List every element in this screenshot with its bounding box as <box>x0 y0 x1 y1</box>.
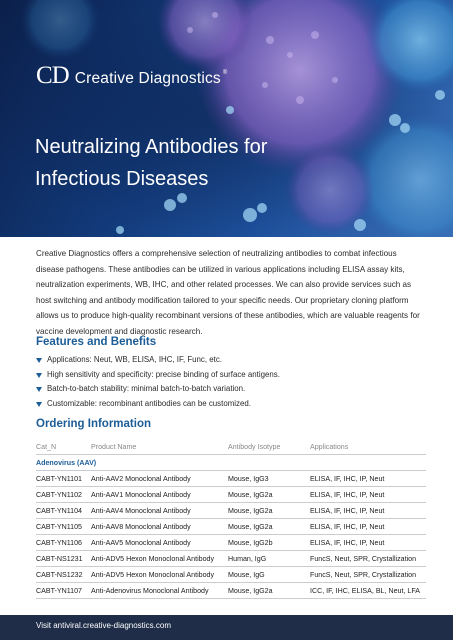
column-header-isotype: Antibody Isotype <box>228 443 281 451</box>
table-group-row <box>36 455 426 471</box>
footer-bar <box>0 615 453 640</box>
feature-item <box>36 382 280 397</box>
feature-item <box>36 397 280 412</box>
cat-number: CABT-YN1105 <box>36 523 82 531</box>
table-row <box>36 471 426 487</box>
product-name: Anti-AAV5 Monoclonal Antibody <box>91 539 191 547</box>
ordering-table <box>36 440 426 599</box>
isotype: Mouse, IgG2a <box>228 507 273 515</box>
product-name: Anti-AAV2 Monoclonal Antibody <box>91 475 191 483</box>
brand-logo <box>36 62 227 90</box>
features-heading: Features and Benefits <box>36 336 157 348</box>
isotype: Human, IgG <box>228 555 267 563</box>
product-name: Anti-AAV4 Monoclonal Antibody <box>91 507 191 515</box>
cat-number: CABT-YN1104 <box>36 507 82 515</box>
table-row <box>36 519 426 535</box>
footer-link[interactable]: Visit antiviral.creative-diagnostics.com <box>36 621 172 630</box>
applications: ICC, IF, IHC, ELISA, BL, Neut, LFA <box>310 587 420 595</box>
title-line-1: Neutralizing Antibodies for <box>35 136 268 158</box>
ordering-heading: Ordering Information <box>36 418 151 430</box>
applications: ELISA, IF, IHC, IP, Neut <box>310 507 385 515</box>
features-list <box>36 353 280 411</box>
feature-text: Customizable: recombinant antibodies can be customized. <box>47 398 251 408</box>
isotype: Mouse, IgG2a <box>228 523 273 531</box>
table-row <box>36 567 426 583</box>
cat-number: CABT-YN1102 <box>36 491 82 499</box>
feature-item <box>36 368 280 383</box>
triangle-bullet-icon <box>36 387 42 392</box>
registered-mark: ® <box>222 70 228 76</box>
feature-text: Batch-to-batch stability: minimal batch-to-batch variation. <box>47 384 246 394</box>
triangle-bullet-icon <box>36 358 42 363</box>
product-name: Anti-AAV1 Monoclonal Antibody <box>91 491 191 499</box>
product-name: Anti-Adenovirus Monoclonal Antibody <box>91 587 209 595</box>
column-header-cat: Cat_N <box>36 443 57 451</box>
table-row <box>36 487 426 503</box>
column-header-applications: Applications <box>310 443 349 451</box>
title-line-2: Infectious Diseases <box>35 168 209 190</box>
isotype: Mouse, IgG <box>228 571 265 579</box>
virus-illustration <box>0 0 453 237</box>
isotype: Mouse, IgG2b <box>228 539 273 547</box>
isotype: Mouse, IgG2a <box>228 587 273 595</box>
feature-text: High sensitivity and specificity: precise binding of surface antigens. <box>47 369 280 379</box>
column-header-product: Product Name <box>91 443 137 451</box>
cat-number: CABT-NS1231 <box>36 555 83 563</box>
applications: FuncS, Neut, SPR, Crystallization <box>310 571 417 579</box>
isotype: Mouse, IgG2a <box>228 491 273 499</box>
brand-name: Creative Diagnostics <box>74 70 221 87</box>
table-row <box>36 551 426 567</box>
applications: ELISA, IF, IHC, IP, Neut <box>310 523 385 531</box>
table-row <box>36 583 426 599</box>
product-name: Anti-AAV8 Monoclonal Antibody <box>91 523 191 531</box>
group-label: Adenovirus (AAV) <box>36 459 97 467</box>
applications: ELISA, IF, IHC, IP, Neut <box>310 475 385 483</box>
table-row <box>36 535 426 551</box>
triangle-bullet-icon <box>36 402 42 407</box>
intro-paragraph: Creative Diagnostics offers a comprehensive selection of neutralizing antibodies to combat infectious disease pathogens. These antibodies can be utilized in various applications including ELISA assay kits, neutralization experiments, WB, IHC, and other related processes. We can also provide services such as host switching and antibody modification tailored to your specific needs. Our proprietary cloning platform allows us to produce high-quality recombinant versions of these antibodies, which are valuable reagents for vaccine development and diagnostic research. <box>36 249 420 336</box>
hero-banner <box>0 0 453 237</box>
page-title <box>35 131 335 195</box>
feature-text: Applications: Neut, WB, ELISA, IHC, IF, Func, etc. <box>47 355 222 364</box>
isotype: Mouse, IgG3 <box>228 475 269 483</box>
cat-number: CABT-NS1232 <box>36 571 83 579</box>
product-name: Anti-ADV5 Hexon Monoclonal Antibody <box>91 571 215 579</box>
applications: ELISA, IF, IHC, IP, Neut <box>310 539 385 547</box>
table-header <box>36 440 426 455</box>
cat-number: CABT-YN1107 <box>36 587 82 595</box>
applications: ELISA, IF, IHC, IP, Neut <box>310 491 385 499</box>
cat-number: CABT-YN1106 <box>36 539 82 547</box>
table-row <box>36 503 426 519</box>
brand-mark: CD <box>36 62 69 89</box>
triangle-bullet-icon <box>36 373 42 378</box>
cat-number: CABT-YN1101 <box>36 475 82 483</box>
feature-item <box>36 353 280 368</box>
product-name: Anti-ADV5 Hexon Monoclonal Antibody <box>91 555 215 563</box>
applications: FuncS, Neut, SPR, Crystallization <box>310 555 417 563</box>
